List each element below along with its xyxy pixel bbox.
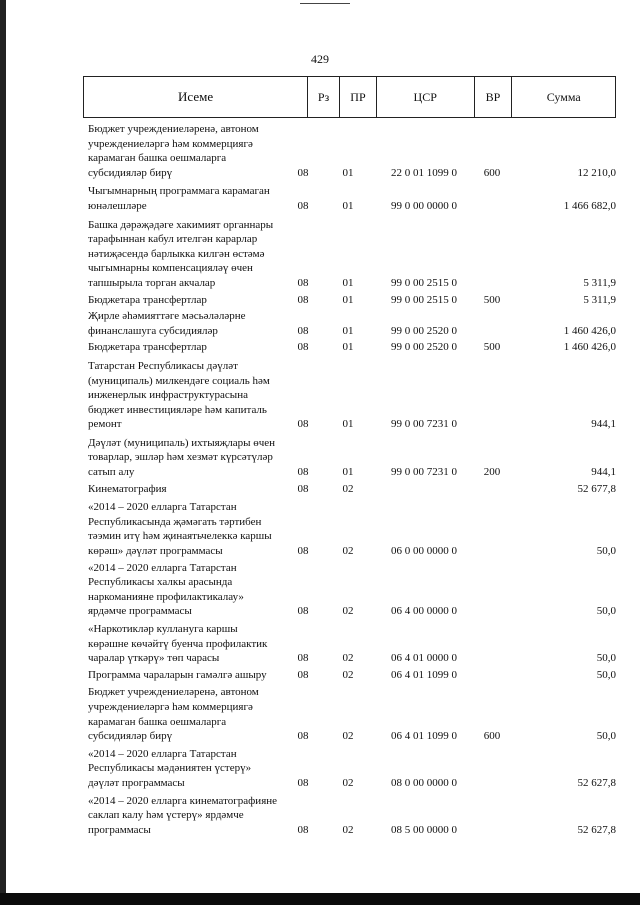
row-pr: 01	[342, 166, 354, 179]
row-sum: 52 677,8	[577, 482, 616, 495]
table-row	[88, 500, 616, 558]
row-csr: 99 0 00 2515 0	[391, 293, 457, 306]
row-rz: 08	[297, 545, 309, 558]
row-sum: 944,1	[591, 418, 616, 431]
row-sum: 944,1	[591, 466, 616, 479]
row-rz: 08	[297, 730, 309, 743]
row-rz: 08	[297, 166, 309, 179]
table-row	[88, 293, 616, 308]
row-rz: 08	[297, 341, 309, 354]
table-row	[88, 622, 616, 666]
row-name: «2014 – 2020 елларга кинематографияне саклап калу һәм үстерү» ярдәмче программасы	[88, 794, 278, 836]
row-name: Дәүләт (муниципаль) ихтыяҗлары өчен товарлар, эшләр һәм хезмәт күрсәтүләр сатып алу	[88, 436, 276, 479]
scan-left-edge	[0, 0, 6, 905]
table-row	[88, 482, 616, 497]
table-body	[88, 120, 616, 837]
row-pr: 01	[342, 276, 354, 289]
header-vr: ВР	[475, 77, 513, 117]
row-csr: 99 0 00 2520 0	[391, 341, 457, 354]
row-csr: 06 4 01 1099 0	[391, 730, 457, 743]
scan-top-mark	[300, 3, 350, 4]
row-csr: 99 0 00 2515 0	[391, 276, 457, 289]
table-row	[88, 359, 616, 432]
row-name: Бюджет учреждениеләренә, автоном учреждениеләргә һәм коммерциягә карамаган башка оешмаларга субсидияләр бирү	[88, 686, 259, 743]
table-row	[88, 436, 616, 480]
row-name: Программа чараларын гамәлгә ашыру	[88, 668, 267, 681]
table-row	[88, 184, 616, 213]
row-csr: 99 0 00 0000 0	[391, 199, 457, 212]
header-name: Исеме	[84, 77, 308, 117]
scan-bottom-border	[0, 893, 640, 905]
row-csr: 06 0 00 0000 0	[391, 545, 457, 558]
page-number: 429	[311, 52, 329, 66]
row-vr: 500	[483, 341, 501, 354]
row-pr: 02	[342, 652, 354, 665]
header-pr: ПР	[340, 77, 377, 117]
row-rz: 08	[297, 418, 309, 431]
row-csr: 99 0 00 7231 0	[391, 418, 457, 431]
row-csr: 22 0 01 1099 0	[391, 166, 457, 179]
table-row	[88, 685, 616, 743]
row-sum: 12 210,0	[577, 166, 616, 179]
table-row	[88, 309, 616, 338]
row-pr: 02	[342, 823, 354, 836]
row-name: Бюджетара трансфертлар	[88, 341, 207, 354]
row-rz: 08	[297, 668, 309, 681]
row-pr: 02	[342, 668, 354, 681]
table-row	[88, 747, 616, 791]
row-name: «Наркотикләр куллануга каршы көрәшне көчәйтү буенча профилактик чаралар үткәрү» төп чарасы	[88, 623, 268, 665]
row-csr: 06 4 01 1099 0	[391, 668, 457, 681]
table-row	[88, 218, 616, 291]
row-rz: 08	[297, 605, 309, 618]
row-rz: 08	[297, 482, 309, 495]
row-pr: 01	[342, 199, 354, 212]
row-pr: 01	[342, 341, 354, 354]
row-pr: 01	[342, 418, 354, 431]
row-sum: 1 466 682,0	[563, 199, 616, 212]
row-pr: 01	[342, 466, 354, 479]
row-csr: 99 0 00 2520 0	[391, 324, 457, 337]
row-pr: 01	[342, 293, 354, 306]
row-pr: 02	[342, 482, 354, 495]
row-name: Башка дәрәҗәдәге хакимият органнары тарафыннан кабул ителгән карарлар нәтиҗәсендә барлыкка килгән өстәмә чыгымнарны компенсацияләү өчен тапшырыла торган акчалар	[88, 218, 274, 289]
row-csr: 08 0 00 0000 0	[391, 776, 457, 789]
row-sum: 52 627,8	[577, 776, 616, 789]
row-vr: 600	[483, 730, 501, 743]
row-sum: 5 311,9	[583, 276, 616, 289]
row-rz: 08	[297, 293, 309, 306]
row-csr: 06 4 01 0000 0	[391, 652, 457, 665]
row-sum: 1 460 426,0	[563, 324, 616, 337]
row-sum: 50,0	[596, 730, 616, 743]
row-sum: 1 460 426,0	[563, 341, 616, 354]
row-vr: 500	[483, 293, 501, 306]
row-pr: 02	[342, 605, 354, 618]
row-name: «2014 – 2020 елларга Татарстан Республикасында җәмәгать тәртибен тәэмин итү һәм җинаятьчелеккә каршы көрәш» дәүләт программасы	[88, 501, 272, 558]
row-name: «2014 – 2020 елларга Татарстан Республикасы мәдәниятен үстерү» дәүләт программасы	[88, 747, 252, 789]
table-row	[88, 794, 616, 838]
row-rz: 08	[297, 776, 309, 789]
row-name: Бюджетара трансфертлар	[88, 293, 207, 306]
header-sum: Сумма	[546, 89, 581, 104]
row-sum: 5 311,9	[583, 293, 616, 306]
row-csr: 08 5 00 0000 0	[391, 823, 457, 836]
row-csr: 99 0 00 7231 0	[391, 466, 457, 479]
header-rz: Рз	[308, 77, 340, 117]
row-pr: 02	[342, 730, 354, 743]
table-row	[88, 340, 616, 355]
table-row	[88, 561, 616, 619]
row-pr: 01	[342, 324, 354, 337]
row-pr: 02	[342, 545, 354, 558]
row-name: Бюджет учреждениеләренә, автоном учреждениеләргә һәм коммерциягә карамаган башка оешмаларга субсидияләр бирү	[88, 123, 259, 179]
row-name: Чыгымнарның программага карамаган юнәлешләре	[88, 185, 270, 212]
row-sum: 50,0	[596, 652, 616, 665]
table-row	[88, 668, 616, 683]
row-rz: 08	[297, 324, 309, 337]
row-csr: 06 4 00 0000 0	[391, 605, 457, 618]
row-rz: 08	[297, 276, 309, 289]
header-csr: ЦСР	[377, 77, 475, 117]
row-vr: 200	[483, 466, 501, 479]
row-rz: 08	[297, 199, 309, 212]
row-sum: 52 627,8	[577, 823, 616, 836]
table-header	[83, 76, 616, 118]
row-name: Татарстан Республикасы дәүләт (муниципаль) милкендәге социаль һәм инженерлык инфраструктурасына бюджет инвестицияләре һәм капиталь ремонт	[88, 359, 270, 431]
table-row	[88, 122, 616, 180]
row-pr: 02	[342, 776, 354, 789]
row-sum: 50,0	[596, 668, 616, 681]
row-rz: 08	[297, 823, 309, 836]
row-sum: 50,0	[596, 605, 616, 618]
row-name: «2014 – 2020 елларга Татарстан Республикасы халкы арасында наркоманияне профилактикалау» ярдәмче программасы	[88, 561, 244, 618]
row-name: Җирле әһәмияттәге мәсьәләләрне финанслашуга субсидияләр	[88, 310, 246, 337]
row-vr: 600	[483, 166, 501, 179]
row-rz: 08	[297, 466, 309, 479]
row-rz: 08	[297, 652, 309, 665]
row-sum: 50,0	[596, 545, 616, 558]
row-name: Кинематография	[88, 482, 167, 495]
